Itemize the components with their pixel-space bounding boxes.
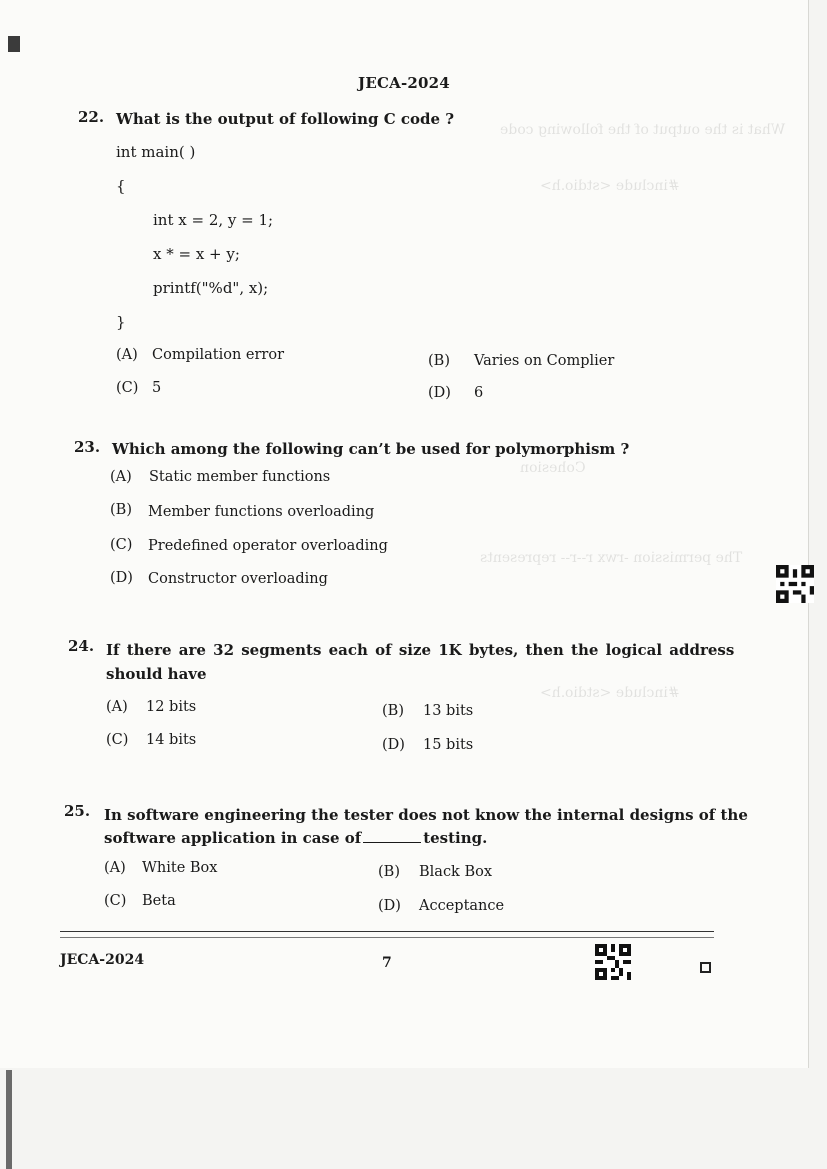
option-23-b-text: Member functions overloading — [148, 504, 375, 520]
code-line: } — [116, 313, 126, 331]
footer-rule — [60, 931, 714, 932]
question-24-number: 24. — [68, 637, 95, 655]
option-25-b-text: Black Box — [419, 864, 493, 880]
option-25-d-text: Acceptance — [419, 898, 505, 914]
bleed-through: What is the output of the following code — [500, 122, 786, 138]
footer-rule-thin — [60, 937, 714, 938]
option-25-a-text: White Box — [142, 860, 218, 876]
option-23-d-text: Constructor overloading — [148, 571, 328, 587]
option-25-c-text: Beta — [142, 893, 176, 909]
fill-in-blank — [363, 842, 421, 843]
question-23-number: 23. — [74, 438, 101, 456]
question-25-number: 25. — [64, 802, 91, 820]
option-22-d-text: 6 — [474, 385, 484, 401]
option-22-c-text: 5 — [152, 380, 162, 396]
code-line: { — [116, 177, 126, 195]
option-23-b-letter: (B) — [110, 502, 132, 518]
option-22-c-letter: (C) — [116, 380, 139, 396]
option-22-a-text: Compilation error — [152, 347, 285, 363]
option-24-a-text: 12 bits — [146, 699, 197, 715]
corner-square-icon — [700, 962, 711, 973]
question-24-text-line1: If there are 32 segments each of size 1K bytes, then the logical address — [106, 641, 735, 659]
code-line: printf("%d", x); — [153, 279, 269, 297]
option-24-a-letter: (A) — [106, 699, 128, 715]
option-24-c-letter: (C) — [106, 732, 129, 748]
option-23-a-text: Static member functions — [149, 469, 331, 485]
scan-edge-shadow — [6, 1070, 12, 1169]
footer-title: JECA-2024 — [60, 952, 145, 968]
footer-qr-code-icon — [595, 944, 631, 980]
page-number: 7 — [382, 955, 392, 971]
question-22-text: What is the output of following C code ? — [116, 110, 455, 128]
option-25-d-letter: (D) — [378, 898, 401, 914]
question-22-number: 22. — [78, 108, 105, 126]
option-22-b-letter: (B) — [428, 353, 450, 369]
scan-corner-mark — [8, 36, 20, 52]
code-line: int main( ) — [116, 143, 196, 161]
code-line: int x = 2, y = 1; — [153, 211, 274, 229]
option-25-a-letter: (A) — [104, 860, 126, 876]
option-24-d-letter: (D) — [382, 737, 405, 753]
question-25-text-line1: In software engineering the tester does not know the internal designs of the — [104, 806, 748, 824]
side-qr-code-icon — [776, 565, 814, 603]
option-24-b-letter: (B) — [382, 703, 404, 719]
option-22-b-text: Varies on Complier — [474, 353, 615, 369]
option-23-c-text: Predefined operator overloading — [148, 538, 388, 554]
question-25-text-line2 — [104, 827, 487, 849]
option-22-d-letter: (D) — [428, 385, 451, 401]
option-25-c-letter: (C) — [104, 893, 127, 909]
code-line: x * = x + y; — [153, 245, 240, 263]
question-25-text-after-blank: testing. — [423, 829, 488, 847]
option-22-a-letter: (A) — [116, 347, 138, 363]
question-24-text-line2: should have — [106, 665, 207, 683]
bleed-through: #include <stdio.h> — [540, 178, 680, 194]
option-25-b-letter: (B) — [378, 864, 400, 880]
bleed-through: #include <stdio.h> — [540, 685, 680, 701]
question-23-text: Which among the following can’t be used for polymorphism ? — [112, 440, 630, 458]
option-23-a-letter: (A) — [110, 469, 132, 485]
page-header-title: JECA-2024 — [358, 74, 450, 92]
option-23-c-letter: (C) — [110, 537, 133, 553]
option-24-b-text: 13 bits — [423, 703, 474, 719]
bleed-through: Cohesion — [520, 460, 586, 476]
question-25-text-before-blank: software application in case of — [104, 829, 362, 847]
option-23-d-letter: (D) — [110, 570, 133, 586]
option-24-c-text: 14 bits — [146, 732, 197, 748]
bleed-through: The permission -rwx r--r-- represents — [480, 550, 743, 566]
option-24-d-text: 15 bits — [423, 737, 474, 753]
